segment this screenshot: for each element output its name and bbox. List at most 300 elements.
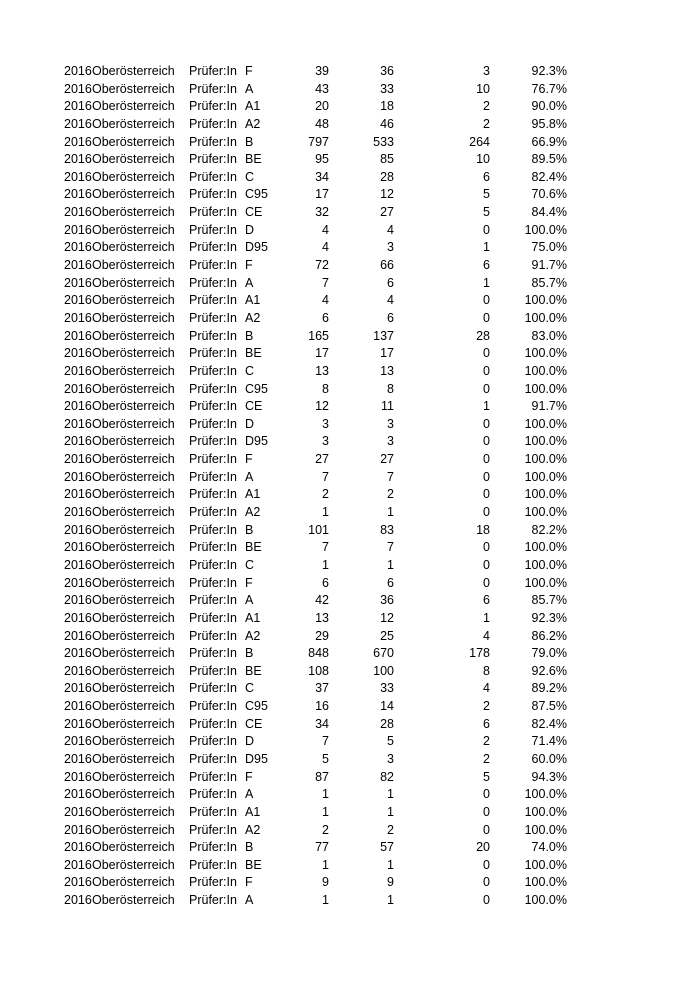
role-cell: Prüfer:In	[189, 628, 237, 643]
year-cell: 2016	[64, 787, 92, 802]
license-class-cell: C95	[245, 187, 268, 202]
year-cell: 2016	[64, 134, 92, 149]
passed-count-cell: 46	[380, 116, 394, 131]
total-count-cell: 13	[315, 610, 329, 625]
total-count-cell: 7	[322, 540, 329, 555]
region-cell: Oberösterreich	[92, 169, 175, 184]
year-cell: 2016	[64, 64, 92, 78]
region-cell: Oberösterreich	[92, 822, 175, 837]
pass-rate-cell: 86.2%	[531, 628, 567, 643]
region-cell: Oberösterreich	[92, 434, 175, 449]
pass-rate-cell: 100.0%	[524, 804, 567, 819]
total-count-cell: 1	[322, 787, 329, 802]
license-class-cell: F	[245, 452, 253, 467]
total-count-cell: 95	[315, 152, 329, 167]
role-cell: Prüfer:In	[189, 452, 237, 467]
failed-count-cell: 5	[483, 187, 490, 202]
passed-count-cell: 27	[380, 205, 394, 220]
year-cell: 2016	[64, 769, 92, 784]
pass-rate-cell: 71.4%	[531, 734, 567, 749]
region-cell: Oberösterreich	[92, 452, 175, 467]
year-cell: 2016	[64, 346, 92, 361]
region-cell: Oberösterreich	[92, 505, 175, 520]
role-cell: Prüfer:In	[189, 434, 237, 449]
role-cell: Prüfer:In	[189, 822, 237, 837]
region-cell: Oberösterreich	[92, 416, 175, 431]
pass-rate-cell: 90.0%	[531, 99, 567, 114]
table-row	[0, 892, 700, 910]
year-cell: 2016	[64, 628, 92, 643]
role-cell: Prüfer:In	[189, 310, 237, 325]
failed-count-cell: 2	[483, 734, 490, 749]
role-cell: Prüfer:In	[189, 293, 237, 308]
failed-count-cell: 1	[483, 240, 490, 255]
region-cell: Oberösterreich	[92, 134, 175, 149]
year-cell: 2016	[64, 610, 92, 625]
passed-count-cell: 33	[380, 81, 394, 96]
table-row	[0, 239, 700, 257]
role-cell: Prüfer:In	[189, 875, 237, 890]
year-cell: 2016	[64, 699, 92, 714]
table-row	[0, 222, 700, 240]
pass-rate-cell: 100.0%	[524, 875, 567, 890]
passed-count-cell: 17	[380, 346, 394, 361]
pass-rate-cell: 100.0%	[524, 293, 567, 308]
year-cell: 2016	[64, 222, 92, 237]
region-cell: Oberösterreich	[92, 275, 175, 290]
failed-count-cell: 1	[483, 399, 490, 414]
table-row	[0, 522, 700, 540]
passed-count-cell: 9	[387, 875, 394, 890]
license-class-cell: B	[245, 646, 254, 661]
passed-count-cell: 12	[380, 610, 394, 625]
region-cell: Oberösterreich	[92, 575, 175, 590]
region-cell: Oberösterreich	[92, 240, 175, 255]
passed-count-cell: 11	[381, 399, 394, 414]
total-count-cell: 42	[315, 593, 329, 608]
total-count-cell: 1	[322, 557, 329, 572]
passed-count-cell: 33	[380, 681, 394, 696]
role-cell: Prüfer:In	[189, 593, 237, 608]
year-cell: 2016	[64, 857, 92, 872]
failed-count-cell: 0	[483, 381, 490, 396]
license-class-cell: BE	[245, 663, 262, 678]
total-count-cell: 17	[315, 346, 329, 361]
pass-rate-cell: 91.7%	[531, 399, 567, 414]
passed-count-cell: 670	[373, 646, 394, 661]
role-cell: Prüfer:In	[189, 99, 237, 114]
table-row	[0, 628, 700, 646]
failed-count-cell: 4	[483, 628, 490, 643]
total-count-cell: 2	[322, 822, 329, 837]
role-cell: Prüfer:In	[189, 64, 237, 78]
license-class-cell: F	[245, 769, 253, 784]
pass-rate-cell: 100.0%	[524, 381, 567, 396]
region-cell: Oberösterreich	[92, 875, 175, 890]
passed-count-cell: 3	[387, 434, 394, 449]
region-cell: Oberösterreich	[92, 187, 175, 202]
year-cell: 2016	[64, 399, 92, 414]
role-cell: Prüfer:In	[189, 699, 237, 714]
role-cell: Prüfer:In	[189, 169, 237, 184]
pass-rate-cell: 84.4%	[531, 205, 567, 220]
region-cell: Oberösterreich	[92, 840, 175, 855]
year-cell: 2016	[64, 381, 92, 396]
year-cell: 2016	[64, 293, 92, 308]
license-class-cell: F	[245, 875, 253, 890]
passed-count-cell: 28	[380, 169, 394, 184]
license-class-cell: A2	[245, 505, 261, 520]
table-row	[0, 416, 700, 434]
table-row	[0, 769, 700, 787]
year-cell: 2016	[64, 505, 92, 520]
failed-count-cell: 20	[476, 840, 490, 855]
role-cell: Prüfer:In	[189, 540, 237, 555]
pass-rate-cell: 85.7%	[531, 593, 567, 608]
region-cell: Oberösterreich	[92, 381, 175, 396]
role-cell: Prüfer:In	[189, 522, 237, 537]
year-cell: 2016	[64, 240, 92, 255]
table-row	[0, 345, 700, 363]
failed-count-cell: 1	[483, 275, 490, 290]
year-cell: 2016	[64, 681, 92, 696]
region-cell: Oberösterreich	[92, 734, 175, 749]
table-row	[0, 275, 700, 293]
role-cell: Prüfer:In	[189, 81, 237, 96]
total-count-cell: 3	[322, 434, 329, 449]
pass-rate-cell: 100.0%	[524, 487, 567, 502]
passed-count-cell: 13	[380, 363, 394, 378]
total-count-cell: 4	[322, 240, 329, 255]
total-count-cell: 87	[315, 769, 329, 784]
total-count-cell: 37	[315, 681, 329, 696]
passed-count-cell: 85	[380, 152, 394, 167]
region-cell: Oberösterreich	[92, 258, 175, 273]
failed-count-cell: 0	[483, 557, 490, 572]
table-row	[0, 575, 700, 593]
year-cell: 2016	[64, 116, 92, 131]
year-cell: 2016	[64, 99, 92, 114]
failed-count-cell: 0	[483, 363, 490, 378]
year-cell: 2016	[64, 557, 92, 572]
region-cell: Oberösterreich	[92, 751, 175, 766]
table-row	[0, 539, 700, 557]
failed-count-cell: 3	[483, 64, 490, 78]
year-cell: 2016	[64, 540, 92, 555]
table-row	[0, 751, 700, 769]
table-row	[0, 398, 700, 416]
passed-count-cell: 7	[387, 469, 394, 484]
pass-rate-cell: 82.4%	[531, 716, 567, 731]
failed-count-cell: 0	[483, 893, 490, 908]
region-cell: Oberösterreich	[92, 346, 175, 361]
table-row	[0, 557, 700, 575]
year-cell: 2016	[64, 716, 92, 731]
passed-count-cell: 4	[387, 293, 394, 308]
license-class-cell: CE	[245, 399, 263, 414]
table-row	[0, 151, 700, 169]
failed-count-cell: 5	[483, 769, 490, 784]
failed-count-cell: 10	[476, 81, 490, 96]
failed-count-cell: 8	[483, 663, 490, 678]
pass-rate-cell: 92.3%	[531, 610, 567, 625]
table-row	[0, 363, 700, 381]
license-class-cell: D	[245, 734, 255, 749]
failed-count-cell: 0	[483, 293, 490, 308]
failed-count-cell: 2	[483, 116, 490, 131]
passed-count-cell: 3	[387, 240, 394, 255]
pass-rate-cell: 100.0%	[524, 575, 567, 590]
license-class-cell: CE	[245, 716, 263, 731]
total-count-cell: 797	[308, 134, 329, 149]
passed-count-cell: 1	[387, 505, 394, 520]
passed-count-cell: 83	[380, 522, 394, 537]
total-count-cell: 17	[315, 187, 329, 202]
table-row	[0, 381, 700, 399]
failed-count-cell: 2	[483, 751, 490, 766]
license-class-cell: A2	[245, 822, 261, 837]
year-cell: 2016	[64, 522, 92, 537]
failed-count-cell: 0	[483, 452, 490, 467]
passed-count-cell: 5	[387, 734, 394, 749]
license-class-cell: B	[245, 328, 254, 343]
region-cell: Oberösterreich	[92, 522, 175, 537]
license-class-cell: C	[245, 681, 255, 696]
passed-count-cell: 36	[380, 593, 394, 608]
table-row	[0, 839, 700, 857]
license-class-cell: D95	[245, 240, 268, 255]
region-cell: Oberösterreich	[92, 99, 175, 114]
table-row	[0, 786, 700, 804]
passed-count-cell: 2	[387, 487, 394, 502]
total-count-cell: 29	[315, 628, 329, 643]
passed-count-cell: 1	[387, 557, 394, 572]
pass-rate-cell: 85.7%	[531, 275, 567, 290]
failed-count-cell: 6	[483, 716, 490, 731]
pass-rate-cell: 87.5%	[531, 699, 567, 714]
license-class-cell: CE	[245, 205, 263, 220]
license-class-cell: A1	[245, 610, 261, 625]
table-row	[0, 186, 700, 204]
total-count-cell: 7	[322, 469, 329, 484]
role-cell: Prüfer:In	[189, 222, 237, 237]
pass-rate-cell: 91.7%	[531, 258, 567, 273]
failed-count-cell: 0	[483, 416, 490, 431]
total-count-cell: 77	[315, 840, 329, 855]
region-cell: Oberösterreich	[92, 610, 175, 625]
passed-count-cell: 27	[380, 452, 394, 467]
failed-count-cell: 0	[483, 875, 490, 890]
table-row	[0, 698, 700, 716]
passed-count-cell: 1	[387, 857, 394, 872]
region-cell: Oberösterreich	[92, 893, 175, 908]
table-row	[0, 663, 700, 681]
role-cell: Prüfer:In	[189, 381, 237, 396]
role-cell: Prüfer:In	[189, 346, 237, 361]
role-cell: Prüfer:In	[189, 610, 237, 625]
table-row	[0, 645, 700, 663]
passed-count-cell: 3	[387, 416, 394, 431]
table-row	[0, 116, 700, 134]
license-class-cell: B	[245, 522, 254, 537]
region-cell: Oberösterreich	[92, 293, 175, 308]
passed-count-cell: 6	[387, 275, 394, 290]
license-class-cell: B	[245, 134, 254, 149]
table-row	[0, 134, 700, 152]
total-count-cell: 12	[315, 399, 329, 414]
total-count-cell: 108	[308, 663, 329, 678]
role-cell: Prüfer:In	[189, 734, 237, 749]
license-class-cell: C	[245, 363, 255, 378]
table-row	[0, 822, 700, 840]
table-row	[0, 486, 700, 504]
failed-count-cell: 18	[476, 522, 490, 537]
failed-count-cell: 0	[483, 857, 490, 872]
passed-count-cell: 12	[380, 187, 394, 202]
role-cell: Prüfer:In	[189, 751, 237, 766]
table-row	[0, 857, 700, 875]
year-cell: 2016	[64, 310, 92, 325]
year-cell: 2016	[64, 875, 92, 890]
license-class-cell: F	[245, 64, 253, 78]
region-cell: Oberösterreich	[92, 152, 175, 167]
region-cell: Oberösterreich	[92, 399, 175, 414]
total-count-cell: 3	[322, 416, 329, 431]
region-cell: Oberösterreich	[92, 716, 175, 731]
failed-count-cell: 6	[483, 593, 490, 608]
role-cell: Prüfer:In	[189, 769, 237, 784]
license-class-cell: D95	[245, 751, 268, 766]
passed-count-cell: 36	[380, 64, 394, 78]
license-class-cell: BE	[245, 346, 262, 361]
total-count-cell: 8	[322, 381, 329, 396]
table-row	[0, 63, 700, 81]
region-cell: Oberösterreich	[92, 804, 175, 819]
license-class-cell: A	[245, 893, 254, 908]
total-count-cell: 20	[315, 99, 329, 114]
role-cell: Prüfer:In	[189, 152, 237, 167]
year-cell: 2016	[64, 593, 92, 608]
failed-count-cell: 1	[483, 610, 490, 625]
role-cell: Prüfer:In	[189, 857, 237, 872]
passed-count-cell: 8	[387, 381, 394, 396]
pass-rate-cell: 92.6%	[531, 663, 567, 678]
table-row	[0, 433, 700, 451]
data-table	[0, 63, 700, 910]
table-row	[0, 328, 700, 346]
table-row	[0, 874, 700, 892]
region-cell: Oberösterreich	[92, 769, 175, 784]
role-cell: Prüfer:In	[189, 487, 237, 502]
table-row	[0, 716, 700, 734]
region-cell: Oberösterreich	[92, 328, 175, 343]
total-count-cell: 848	[308, 646, 329, 661]
failed-count-cell: 0	[483, 469, 490, 484]
pass-rate-cell: 94.3%	[531, 769, 567, 784]
passed-count-cell: 28	[380, 716, 394, 731]
license-class-cell: F	[245, 575, 253, 590]
total-count-cell: 34	[315, 169, 329, 184]
license-class-cell: F	[245, 258, 253, 273]
pass-rate-cell: 82.2%	[531, 522, 567, 537]
year-cell: 2016	[64, 258, 92, 273]
region-cell: Oberösterreich	[92, 646, 175, 661]
license-class-cell: A2	[245, 116, 261, 131]
pass-rate-cell: 100.0%	[524, 434, 567, 449]
license-class-cell: C	[245, 557, 255, 572]
region-cell: Oberösterreich	[92, 857, 175, 872]
role-cell: Prüfer:In	[189, 363, 237, 378]
pass-rate-cell: 100.0%	[524, 893, 567, 908]
failed-count-cell: 0	[483, 487, 490, 502]
region-cell: Oberösterreich	[92, 787, 175, 802]
pass-rate-cell: 82.4%	[531, 169, 567, 184]
failed-count-cell: 0	[483, 434, 490, 449]
passed-count-cell: 533	[373, 134, 394, 149]
year-cell: 2016	[64, 893, 92, 908]
pass-rate-cell: 89.5%	[531, 152, 567, 167]
failed-count-cell: 0	[483, 540, 490, 555]
year-cell: 2016	[64, 81, 92, 96]
total-count-cell: 7	[322, 734, 329, 749]
table-row	[0, 169, 700, 187]
license-class-cell: BE	[245, 540, 262, 555]
year-cell: 2016	[64, 575, 92, 590]
passed-count-cell: 14	[380, 699, 394, 714]
table-row	[0, 292, 700, 310]
role-cell: Prüfer:In	[189, 258, 237, 273]
failed-count-cell: 0	[483, 310, 490, 325]
failed-count-cell: 0	[483, 346, 490, 361]
role-cell: Prüfer:In	[189, 116, 237, 131]
table-row	[0, 310, 700, 328]
role-cell: Prüfer:In	[189, 804, 237, 819]
total-count-cell: 32	[315, 205, 329, 220]
year-cell: 2016	[64, 822, 92, 837]
failed-count-cell: 2	[483, 99, 490, 114]
passed-count-cell: 1	[387, 893, 394, 908]
total-count-cell: 72	[315, 258, 329, 273]
pass-rate-cell: 100.0%	[524, 822, 567, 837]
failed-count-cell: 6	[483, 258, 490, 273]
role-cell: Prüfer:In	[189, 240, 237, 255]
table-row	[0, 804, 700, 822]
table-row	[0, 257, 700, 275]
table-row	[0, 680, 700, 698]
pass-rate-cell: 60.0%	[531, 751, 567, 766]
region-cell: Oberösterreich	[92, 540, 175, 555]
passed-count-cell: 4	[387, 222, 394, 237]
year-cell: 2016	[64, 205, 92, 220]
role-cell: Prüfer:In	[189, 557, 237, 572]
total-count-cell: 1	[322, 893, 329, 908]
passed-count-cell: 82	[380, 769, 394, 784]
pass-rate-cell: 66.9%	[531, 134, 567, 149]
license-class-cell: BE	[245, 857, 262, 872]
total-count-cell: 34	[315, 716, 329, 731]
passed-count-cell: 6	[387, 575, 394, 590]
region-cell: Oberösterreich	[92, 64, 175, 78]
pass-rate-cell: 100.0%	[524, 540, 567, 555]
failed-count-cell: 0	[483, 222, 490, 237]
year-cell: 2016	[64, 663, 92, 678]
role-cell: Prüfer:In	[189, 275, 237, 290]
pass-rate-cell: 100.0%	[524, 505, 567, 520]
total-count-cell: 13	[315, 363, 329, 378]
license-class-cell: C95	[245, 699, 268, 714]
table-row	[0, 204, 700, 222]
year-cell: 2016	[64, 469, 92, 484]
